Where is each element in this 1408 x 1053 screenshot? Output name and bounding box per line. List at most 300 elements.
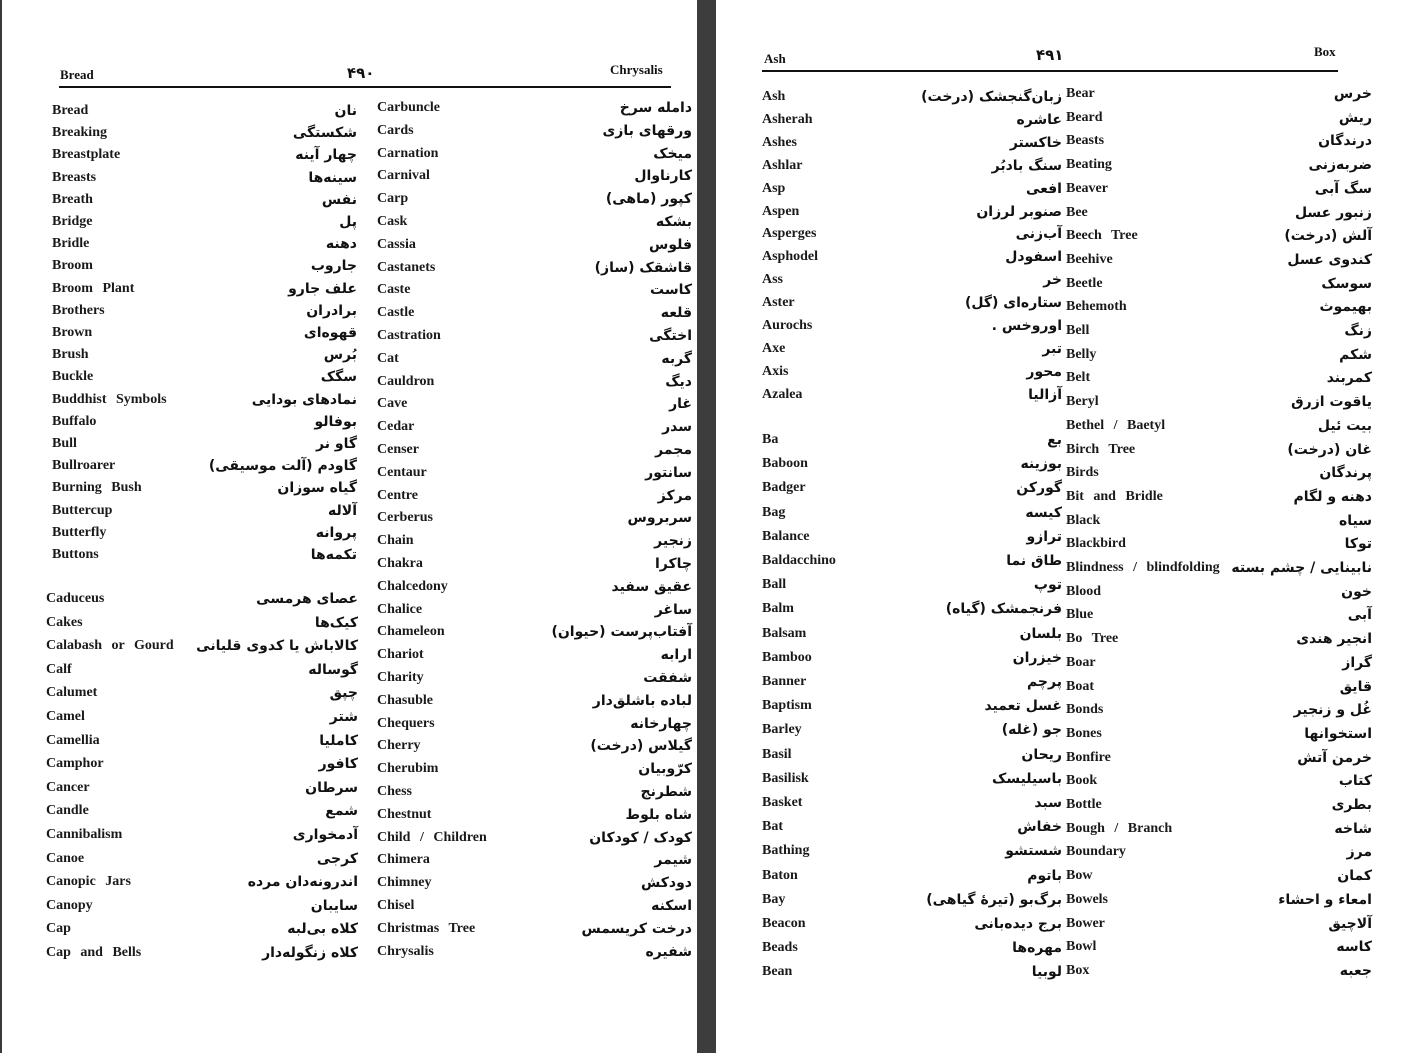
persian-term: عقیق سفید: [611, 578, 692, 595]
english-term: Castration: [377, 328, 441, 343]
english-term: Bough / Branch: [1066, 820, 1173, 836]
english-term: Chimney: [377, 875, 432, 891]
persian-term: باتوم: [1027, 867, 1062, 884]
english-term: Child / Children: [377, 829, 487, 845]
book-gutter: [697, 0, 716, 1053]
glossary-entry: [377, 328, 692, 350]
glossary-entry: [1066, 205, 1372, 227]
persian-term: غُل و زنجیر: [1293, 702, 1372, 719]
glossary-entry: [1066, 702, 1372, 724]
persian-term: گربه: [661, 350, 692, 367]
glossary-entry: [377, 693, 692, 715]
english-term: Axe: [762, 340, 786, 356]
glossary-entry: [762, 940, 1062, 962]
english-term: Carbuncle: [377, 100, 440, 115]
persian-term: نمادهای بودایی: [251, 391, 357, 408]
glossary-entry: [52, 480, 357, 502]
english-term: Beasts: [1066, 133, 1105, 149]
english-term: Bell: [1066, 323, 1090, 338]
persian-term: ریش: [1338, 109, 1372, 126]
glossary-entry: [1066, 679, 1372, 701]
persian-term: اندرونه‌دان مرده: [247, 874, 358, 891]
persian-term: ستاره‌ای (گل): [964, 295, 1062, 312]
english-term: Blue: [1066, 607, 1094, 623]
english-term: Ash: [762, 89, 786, 104]
english-term: Chequers: [377, 715, 435, 731]
glossary-entry: [377, 282, 692, 304]
english-term: Buttercup: [52, 502, 113, 518]
persian-term: محور: [1026, 363, 1062, 380]
english-term: Belt: [1066, 370, 1091, 386]
english-term: Bo Tree: [1066, 631, 1119, 647]
glossary-entry: [52, 525, 357, 547]
persian-term: علف جارو: [288, 280, 357, 297]
glossary-entry: [762, 249, 1062, 271]
english-term: Balance: [762, 528, 810, 544]
glossary-entry: [377, 510, 692, 532]
english-term: Barley: [762, 722, 802, 738]
persian-term: کلاه زنگوله‌دار: [262, 945, 358, 961]
glossary-entry: [377, 898, 692, 920]
glossary-entry: [377, 875, 692, 897]
english-term: Aspen: [762, 203, 800, 219]
persian-term: قایق: [1339, 678, 1372, 695]
persian-term: شیمر: [654, 852, 692, 869]
english-term: Ba: [762, 432, 779, 447]
english-term: Bee: [1066, 204, 1088, 220]
persian-term: بُرس: [323, 347, 357, 364]
glossary-entry: [1066, 844, 1372, 866]
english-term: Calumet: [46, 685, 98, 701]
persian-term: کاست: [650, 282, 692, 299]
persian-term: شمع: [325, 803, 358, 820]
glossary-entry: [46, 874, 358, 896]
english-term: Bamboo: [762, 649, 812, 665]
english-term: Chakra: [377, 556, 423, 571]
persian-term: سینه‌ها: [308, 169, 357, 186]
persian-term: اسکنه: [651, 898, 692, 914]
persian-term: نابینایی / چشم بسته: [1231, 560, 1372, 576]
glossary-entry: [762, 318, 1062, 340]
persian-term: آبی: [1347, 607, 1372, 624]
english-term: Black: [1066, 512, 1101, 528]
persian-term: شکستگی: [292, 125, 357, 142]
glossary-entry: [52, 192, 357, 214]
glossary-entry: [52, 458, 357, 480]
english-term: Chrysalis: [377, 943, 434, 959]
persian-term: زنجیر: [654, 533, 692, 550]
english-term: Bridge: [52, 214, 93, 229]
persian-term: کاسه: [1336, 939, 1372, 956]
glossary-entry: [377, 237, 692, 259]
english-term: Bonfire: [1066, 749, 1111, 765]
glossary-entry: [52, 547, 357, 569]
glossary-entry: [46, 709, 358, 731]
english-term: Cassia: [377, 236, 416, 252]
glossary-entry: [52, 125, 357, 147]
english-term: Buckle: [52, 369, 94, 385]
persian-term: زنبور عسل: [1294, 204, 1372, 221]
persian-term: آلش (درخت): [1284, 228, 1372, 245]
english-term: Ashlar: [762, 157, 803, 173]
english-term: Caduceus: [46, 591, 105, 606]
header-rule: [762, 70, 1338, 72]
english-term: Ass: [762, 272, 784, 288]
english-term: Canopy: [46, 897, 93, 913]
english-term: Canopic Jars: [46, 874, 131, 890]
persian-term: خر: [1043, 272, 1062, 289]
persian-term: سانتور: [645, 464, 692, 481]
glossary-entry: [762, 480, 1062, 502]
english-term: Blackbird: [1066, 536, 1126, 552]
glossary-entry: [1066, 868, 1372, 890]
english-term: Broom Plant: [52, 280, 135, 296]
glossary-entry: [1066, 418, 1372, 440]
english-term: Baptism: [762, 698, 812, 714]
persian-term: قاشقک (ساز): [594, 259, 692, 276]
persian-term: گراز: [1342, 654, 1372, 671]
glossary-entry: [762, 626, 1062, 648]
persian-term: لباده باشلق‌دار: [592, 692, 692, 709]
english-term: Cannibalism: [46, 827, 123, 842]
persian-term: پرندگان: [1319, 465, 1372, 482]
persian-term: جعبه: [1339, 962, 1372, 979]
persian-term: کیسه: [1025, 504, 1062, 521]
glossary-entry: [377, 419, 692, 441]
persian-term: گیاه سوزان: [277, 480, 357, 497]
persian-term: باسیلیسک: [991, 770, 1062, 787]
glossary-entry: [1066, 631, 1372, 653]
english-term: Camphor: [46, 756, 104, 772]
glossary-entry: [46, 921, 358, 943]
english-term: Chisel: [377, 898, 415, 913]
english-term: Bear: [1066, 86, 1095, 101]
english-term: Bethel / Baetyl: [1066, 417, 1166, 433]
persian-term: ضربه‌زنی: [1308, 157, 1372, 174]
english-term: Asp: [762, 180, 786, 196]
glossary-entry: [762, 505, 1062, 527]
english-term: Cauldron: [377, 373, 435, 389]
english-term: Calf: [46, 661, 72, 677]
glossary-entry: [762, 916, 1062, 938]
english-term: Breastplate: [52, 147, 121, 163]
english-term: Baldacchino: [762, 553, 836, 568]
glossary-entry: [762, 868, 1062, 890]
glossary-entry: [377, 146, 692, 168]
persian-term: کرجی: [316, 850, 358, 867]
glossary-entry: [762, 295, 1062, 317]
english-term: Boat: [1066, 678, 1094, 694]
english-term: Breasts: [52, 169, 97, 185]
persian-term: مرکز: [657, 487, 692, 504]
english-term: Censer: [377, 442, 419, 457]
glossary-entry: [52, 303, 357, 325]
persian-term: شفقت: [643, 670, 692, 686]
persian-term: ریحان: [1021, 746, 1062, 763]
persian-term: افعی: [1025, 180, 1062, 197]
persian-term: شستشو: [1005, 843, 1062, 860]
english-term: Birch Tree: [1066, 441, 1136, 457]
english-term: Boundary: [1066, 844, 1126, 860]
glossary-entry: [46, 685, 358, 707]
persian-term: سبد: [1034, 795, 1062, 811]
persian-term: پل: [339, 214, 357, 230]
glossary-entry: [762, 204, 1062, 226]
glossary-entry: [377, 852, 692, 874]
english-term: Aster: [762, 295, 795, 311]
glossary-entry: [1066, 133, 1372, 155]
persian-term: بهیموث: [1319, 299, 1372, 316]
persian-term: عصای هرمسی: [256, 591, 358, 607]
english-term: Burning Bush: [52, 480, 142, 496]
glossary-entry: [52, 347, 357, 369]
running-head-right: Box: [1314, 44, 1336, 59]
persian-term: گیلاس (درخت): [590, 738, 692, 755]
english-term: Asphodel: [762, 249, 819, 265]
glossary-entry: [377, 168, 692, 190]
persian-term: اسفودل: [1005, 249, 1062, 266]
english-term: Bread: [52, 103, 89, 118]
english-term: Bat: [762, 819, 783, 835]
glossary-entry: [46, 780, 358, 802]
glossary-entry: [762, 747, 1062, 769]
persian-term: آلاچیق: [1328, 915, 1372, 932]
glossary-entry: [377, 465, 692, 487]
english-term: Blindness / blindfolding: [1066, 560, 1220, 575]
persian-term: بوزینه: [1020, 456, 1062, 473]
glossary-entry: [762, 577, 1062, 599]
glossary-entry: [1066, 489, 1372, 511]
glossary-entry: [377, 624, 692, 646]
glossary-entry: [377, 830, 692, 852]
persian-term: زبان‌گنجشک (درخت): [921, 89, 1062, 105]
glossary-entry: [1066, 465, 1372, 487]
english-term: Breath: [52, 191, 93, 207]
right-page: [716, 0, 1408, 1053]
english-term: Candle: [46, 803, 89, 819]
persian-term: جو (غله): [1001, 722, 1062, 739]
english-term: Chess: [377, 784, 413, 799]
persian-term: کپور (ماهی): [605, 191, 692, 208]
english-term: Bowels: [1066, 891, 1108, 907]
persian-term: سدر: [662, 419, 692, 436]
english-term: Beads: [762, 940, 798, 956]
english-term: Charity: [377, 670, 424, 685]
english-term: Carp: [377, 191, 409, 207]
glossary-entry: [1066, 821, 1372, 843]
persian-term: خفاش: [1017, 819, 1062, 836]
english-term: Asperges: [762, 226, 817, 242]
english-term: Asherah: [762, 111, 813, 127]
english-term: Brown: [52, 325, 93, 340]
english-term: Buttons: [52, 547, 99, 562]
english-term: Beryl: [1066, 394, 1099, 410]
glossary-entry: [1066, 726, 1372, 748]
persian-term: کرّوبیان: [638, 761, 692, 778]
header-rule: [59, 86, 671, 88]
persian-term: قهوه‌ای: [303, 325, 357, 341]
glossary-entry: [762, 89, 1062, 111]
persian-term: پروانه: [315, 524, 357, 541]
glossary-entry: [46, 733, 358, 755]
english-term: Belly: [1066, 346, 1097, 362]
english-term: Castle: [377, 305, 415, 321]
english-term: Boar: [1066, 654, 1096, 670]
glossary-entry: [1066, 513, 1372, 535]
persian-term: لوبیا: [1031, 964, 1062, 981]
glossary-entry: [52, 214, 357, 236]
glossary-entry: [762, 964, 1062, 986]
glossary-entry: [377, 784, 692, 806]
glossary-entry: [1066, 939, 1372, 961]
persian-term: نان: [334, 103, 357, 119]
english-term: Cancer: [46, 779, 90, 795]
english-term: Bottle: [1066, 797, 1102, 812]
english-term: Baton: [762, 867, 798, 883]
english-term: Basket: [762, 795, 803, 810]
persian-term: سگک: [320, 369, 357, 386]
persian-term: غسل تعمید: [984, 698, 1062, 715]
english-term: Cap and Bells: [46, 945, 142, 960]
persian-term: بوفالو: [314, 413, 357, 430]
glossary-entry: [1066, 252, 1372, 274]
glossary-entry: [377, 442, 692, 464]
persian-term: مرز: [1346, 844, 1372, 861]
persian-term: گورکن: [1016, 480, 1062, 497]
glossary-entry: [762, 892, 1062, 914]
glossary-entry: [377, 305, 692, 327]
glossary-entry: [1066, 299, 1372, 321]
glossary-entry: [762, 181, 1062, 203]
glossary-entry: [377, 100, 692, 122]
glossary-entry: [46, 898, 358, 920]
persian-term: بلسان: [1019, 625, 1062, 642]
persian-term: تبر: [1042, 340, 1062, 357]
glossary-entry: [762, 529, 1062, 551]
glossary-entry: [1066, 323, 1372, 345]
persian-term: برگ‌بو (تیرهٔ گیاهی): [926, 891, 1062, 908]
english-term: Cask: [377, 214, 408, 229]
english-term: Camellia: [46, 732, 100, 748]
glossary-entry: [46, 827, 358, 849]
persian-term: برادران: [306, 302, 357, 319]
english-term: Chalice: [377, 601, 423, 617]
persian-term: ترازو: [1026, 528, 1062, 545]
english-term: Ball: [762, 577, 787, 593]
english-term: Bit and Bridle: [1066, 488, 1163, 504]
glossary-entry: [1066, 394, 1372, 416]
english-term: Bull: [52, 436, 77, 451]
persian-term: کالاباش یا کدوی قلیانی: [196, 638, 358, 655]
glossary-entry: [52, 503, 357, 525]
english-term: Bonds: [1066, 702, 1104, 718]
glossary-entry: [1066, 773, 1372, 795]
glossary-entry: [377, 214, 692, 236]
persian-term: چهار آینه: [295, 147, 357, 164]
persian-term: زنگ: [1344, 323, 1372, 339]
english-term: Broom: [52, 258, 93, 274]
glossary-entry: [52, 103, 357, 125]
persian-term: بیت ئیل: [1317, 417, 1372, 434]
persian-term: میخک: [653, 145, 692, 162]
glossary-entry: [1066, 442, 1372, 464]
english-term: Box: [1066, 962, 1090, 978]
glossary-entry: [377, 556, 692, 578]
persian-term: شطرنج: [640, 784, 692, 800]
persian-term: دیگ: [665, 373, 692, 390]
persian-term: آدمخواری: [292, 827, 358, 843]
english-term: Brothers: [52, 302, 105, 318]
left-page: [0, 0, 697, 1053]
english-term: Carnation: [377, 145, 439, 161]
english-term: Calabash or Gourd: [46, 638, 174, 654]
english-term: Cherubim: [377, 761, 439, 777]
persian-term: درخت کریسمس: [581, 920, 692, 937]
glossary-entry: [52, 258, 357, 280]
english-term: Aurochs: [762, 318, 813, 333]
english-term: Book: [1066, 773, 1098, 789]
persian-term: توکا: [1344, 536, 1372, 553]
english-term: Bathing: [762, 843, 810, 859]
persian-term: کارناوال: [634, 168, 692, 185]
running-head-left: Bread: [60, 67, 94, 82]
glossary-entry: [377, 374, 692, 396]
glossary-entry: [377, 533, 692, 555]
glossary-entry: [52, 170, 357, 192]
english-term: Cerberus: [377, 510, 433, 526]
persian-term: جاروب: [310, 258, 357, 275]
english-term: Bag: [762, 504, 786, 520]
glossary-entry: [762, 158, 1062, 180]
english-term: Castanets: [377, 259, 436, 275]
persian-term: عاشره: [1016, 111, 1062, 128]
persian-term: خرمن آتش: [1297, 749, 1372, 766]
persian-term: ورقهای بازی: [602, 122, 692, 139]
glossary-entry: [46, 803, 358, 825]
persian-term: بع: [1047, 432, 1062, 448]
english-term: Chestnut: [377, 806, 432, 822]
english-term: Beaver: [1066, 180, 1108, 196]
glossary-entry: [1066, 370, 1372, 392]
english-term: Behemoth: [1066, 299, 1127, 315]
glossary-entry: [377, 761, 692, 783]
english-term: Cakes: [46, 614, 83, 630]
english-term: Ashes: [762, 134, 798, 150]
english-term: Bow: [1066, 868, 1093, 884]
persian-term: انجیر هندی: [1296, 631, 1372, 648]
glossary-entry: [1066, 797, 1372, 819]
glossary-entry: [377, 123, 692, 145]
persian-term: کودک / کودکان: [589, 829, 692, 846]
english-term: Cards: [377, 122, 414, 138]
glossary-entry: [377, 807, 692, 829]
persian-term: برج دیده‌بانی: [974, 916, 1062, 932]
glossary-entry: [1066, 276, 1372, 298]
english-term: Cap: [46, 921, 71, 937]
persian-term: کافور: [318, 756, 358, 773]
english-term: Buddhist Symbols: [52, 391, 167, 407]
glossary-entry: [377, 602, 692, 624]
english-term: Baboon: [762, 456, 808, 472]
english-term: Chalcedony: [377, 578, 448, 594]
english-term: Camel: [46, 709, 85, 724]
glossary-entry: [377, 738, 692, 760]
glossary-entry: [762, 795, 1062, 817]
english-term: Chimera: [377, 852, 430, 868]
glossary-entry: [1066, 110, 1372, 132]
english-term: Axis: [762, 363, 789, 379]
english-term: Bean: [762, 964, 793, 980]
